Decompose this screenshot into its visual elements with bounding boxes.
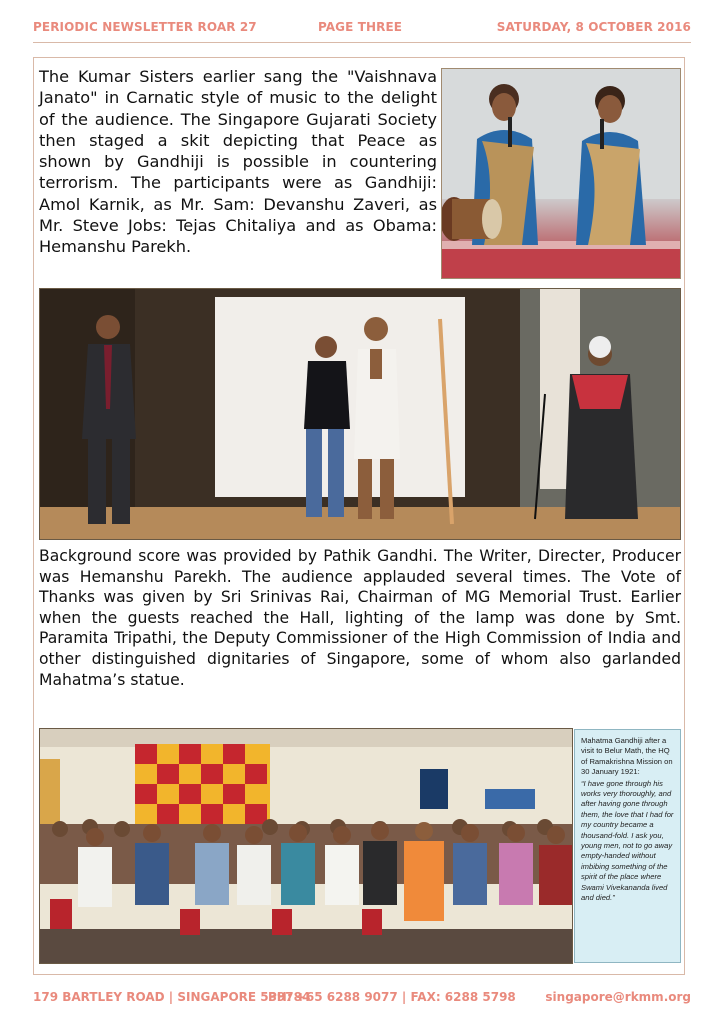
footer-phone: PH: +65 6288 9077 | FAX: 6288 5798 bbox=[268, 990, 516, 1004]
quote-caption-box bbox=[574, 729, 681, 963]
article-paragraph-2: Background score was provided by Pathik Gandhi. The Writer, Directer, Producer was Hemanshu Parekh. The audience applauded several times. The Vote of Thanks was given by Sri Srinivas Rai, Chairman of MG Memorial Trust. Earlier when the guests reached the Hall, lighting of the lamp was done by Smt. Paramita Tripathi, the Deputy Commissioner of the High Commission of India and other distinguished dignitaries of Singapore, some of whom also garlanded Mahatma’s statue. bbox=[39, 547, 681, 689]
page-footer bbox=[33, 990, 691, 1008]
caption-quote: “I have gone through his works very thoroughly, and after having gone through them, the love that I had for my country became a thousand-fold. I ask you, young men, not to go away empty-handed without imbibing something of the spirit of the place where Swami Vivekananda lived and died.” bbox=[581, 778, 674, 903]
photo-skit-stage-graphic bbox=[40, 289, 681, 540]
photo-skit-stage bbox=[39, 288, 681, 540]
photo-audience bbox=[39, 728, 573, 964]
caption-intro: Mahatma Gandhiji after a visit to Belur Math, the HQ of Ramakrishna Mission on 30 January 1921: bbox=[581, 736, 673, 777]
newsletter-title: PERIODIC NEWSLETTER ROAR 27 bbox=[33, 19, 257, 35]
page-header bbox=[33, 20, 691, 39]
issue-date: SATURDAY, 8 OCTOBER 2016 bbox=[496, 19, 691, 35]
header-divider bbox=[33, 42, 691, 43]
article-paragraph-1: The Kumar Sisters earlier sang the "Vaishnava Janato" in Carnatic style of music to the delight of the audience. The Singapore Gujarati Society then staged a skit depicting that Peace as shown by Gandhiji is possible in countering terrorism. The participants were as Gandhiji: Amol Karnik, as Mr. Sam: Devanshu Zaveri, as Mr. Steve Jobs: Tejas Chitaliya and as Obama: Hemanshu Parekh. bbox=[39, 67, 437, 257]
footer-email-link[interactable]: singapore@rkmm.org bbox=[545, 990, 691, 1004]
photo-audience-graphic bbox=[40, 729, 573, 964]
photo-kumar-sisters-graphic bbox=[442, 69, 681, 279]
page-number: PAGE THREE bbox=[318, 19, 403, 35]
footer-address: 179 BARTLEY ROAD | SINGAPORE 539784 bbox=[33, 990, 311, 1004]
photo-kumar-sisters bbox=[441, 68, 681, 279]
